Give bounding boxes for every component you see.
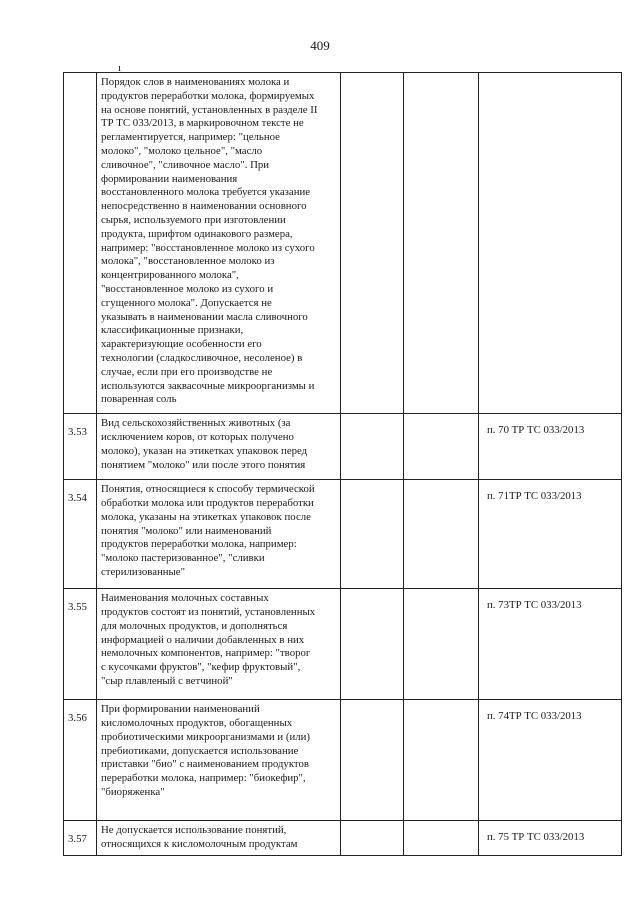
text-line: переработки молока, например: "биокефир", xyxy=(101,772,306,785)
regulation-reference: п. 75 ТР ТС 033/2013 xyxy=(479,821,622,856)
text-line: молоко", "молоко цельное", "масло xyxy=(101,144,263,157)
empty-cell xyxy=(404,589,479,700)
requirement-text xyxy=(97,700,341,821)
text-line: приставки "био" с наименованием продуктов xyxy=(101,758,309,771)
text-line: продукта, шрифтом одинакового размера, xyxy=(101,227,293,240)
text-line: сливочное", "сливочное масло". При xyxy=(101,158,270,171)
text-line: непосредственно в наименовании основного xyxy=(101,200,307,213)
table-row xyxy=(64,480,622,589)
text-line: Вид сельскохозяйственных животных (за xyxy=(101,417,291,430)
empty-cell xyxy=(341,414,404,480)
table-row xyxy=(64,73,622,414)
text-line: "восстановленное молоко из сухого и xyxy=(101,282,274,295)
empty-cell xyxy=(341,480,404,589)
text-line: пробиотическими микроорганизмами и (или) xyxy=(101,730,311,743)
text-line: для молочных продуктов, и дополняться xyxy=(101,619,288,632)
text-line: используются заквасочные микроорганизмы и xyxy=(101,379,315,392)
text-line: концентрированного молока", xyxy=(101,269,239,282)
text-line: относящихся к кисломолочным продуктам xyxy=(101,837,298,850)
text-line: характеризующие особенности его xyxy=(101,338,262,351)
text-line: исключением коров, от которых получено xyxy=(101,430,294,443)
requirement-text xyxy=(97,414,341,480)
row-number: 3.57 xyxy=(64,821,97,856)
row-number: 3.53 xyxy=(64,414,97,480)
text-line: восстановленного молока требуется указание xyxy=(101,186,311,199)
text-line: ТР ТС 033/2013, в маркировочном тексте не xyxy=(101,117,304,130)
regulation-reference: п. 74ТР ТС 033/2013 xyxy=(479,700,622,821)
empty-cell xyxy=(404,480,479,589)
regulation-reference: п. 71ТР ТС 033/2013 xyxy=(479,480,622,589)
empty-cell xyxy=(341,700,404,821)
regulation-reference xyxy=(479,73,622,414)
empty-cell xyxy=(404,700,479,821)
table-row xyxy=(64,821,622,856)
table-row xyxy=(64,700,622,821)
text-line: информацией о наличии добавленных в них xyxy=(101,633,305,646)
empty-cell xyxy=(404,414,479,480)
text-line: поваренная соль xyxy=(101,393,177,406)
page-number: 409 xyxy=(310,38,330,53)
regulation-reference: п. 70 ТР ТС 033/2013 xyxy=(479,414,622,480)
requirement-text xyxy=(97,480,341,589)
text-line: понятия "молоко" или наименований xyxy=(101,524,272,537)
text-line: понятием "молоко" или после этого понятия xyxy=(101,458,306,471)
text-line: Порядок слов в наименованиях молока и xyxy=(101,76,290,88)
text-line: Понятия, относящиеся к способу термической xyxy=(101,483,315,496)
text-line: формировании наименования xyxy=(101,172,238,185)
text-line: например: "восстановленное молоко из сухого xyxy=(101,241,315,254)
empty-cell xyxy=(404,821,479,856)
row-number: 3.55 xyxy=(64,589,97,700)
scan-mark: ı xyxy=(118,62,122,74)
empty-cell xyxy=(341,589,404,700)
text-line: молока", "восстановленное молоко из xyxy=(101,255,275,268)
requirement-text xyxy=(97,589,341,700)
text-line: на основе понятий, установленных в разделе II xyxy=(101,103,318,116)
text-line: сгущенного молока". Допускается не xyxy=(101,296,272,309)
requirement-text xyxy=(97,73,341,414)
row-number xyxy=(64,73,97,414)
text-line: пребиотиками, допускается использование xyxy=(101,744,299,757)
requirements-table xyxy=(63,72,622,856)
row-number: 3.54 xyxy=(64,480,97,589)
text-line: сырья, используемого при изготовлении xyxy=(101,213,286,226)
text-line: указывать в наименовании масла сливочного xyxy=(101,310,308,323)
requirement-text xyxy=(97,821,341,856)
text-line: обработки молока или продуктов переработки xyxy=(101,496,314,509)
empty-cell xyxy=(341,73,404,414)
text-line: классификационные признаки, xyxy=(101,324,244,337)
text-line: "молоко пастеризованное", "сливки xyxy=(101,552,265,565)
text-line: продуктов состоят из понятий, установленных xyxy=(101,605,316,618)
text-line: регламентируется, например: "цельное xyxy=(101,131,280,144)
text-line: молоко), указан на этикетках упаковок перед xyxy=(101,444,308,457)
text-line: стерилизованные" xyxy=(101,565,186,578)
table-row xyxy=(64,589,622,700)
regulation-reference: п. 73ТР ТС 033/2013 xyxy=(479,589,622,700)
text-line: кисломолочных продуктов, обогащенных xyxy=(101,716,293,729)
text-line: немолочных компонентов, например: "творог xyxy=(101,647,311,660)
text-line: Не допускается использование понятий, xyxy=(101,824,287,837)
empty-cell xyxy=(341,821,404,856)
text-line: случае, если при его производстве не xyxy=(101,365,273,378)
text-line: продуктов переработки молока, формируемых xyxy=(101,89,315,102)
text-line: При формировании наименований xyxy=(101,703,260,716)
table-row xyxy=(64,414,622,480)
text-line: продуктов переработки молока, например: xyxy=(101,538,297,551)
empty-cell xyxy=(404,73,479,414)
text-line: "биоряженка" xyxy=(101,785,165,798)
text-line: с кусочками фруктов", "кефир фруктовый", xyxy=(101,661,301,674)
row-number: 3.56 xyxy=(64,700,97,821)
text-line: технологии (сладкосливочное, несоленое) в xyxy=(101,351,303,364)
text-line: "сыр плавленый с ветчиной" xyxy=(101,674,233,687)
text-line: молока, указаны на этикетках упаковок после xyxy=(101,510,311,523)
text-line: Наименования молочных составных xyxy=(101,592,269,605)
